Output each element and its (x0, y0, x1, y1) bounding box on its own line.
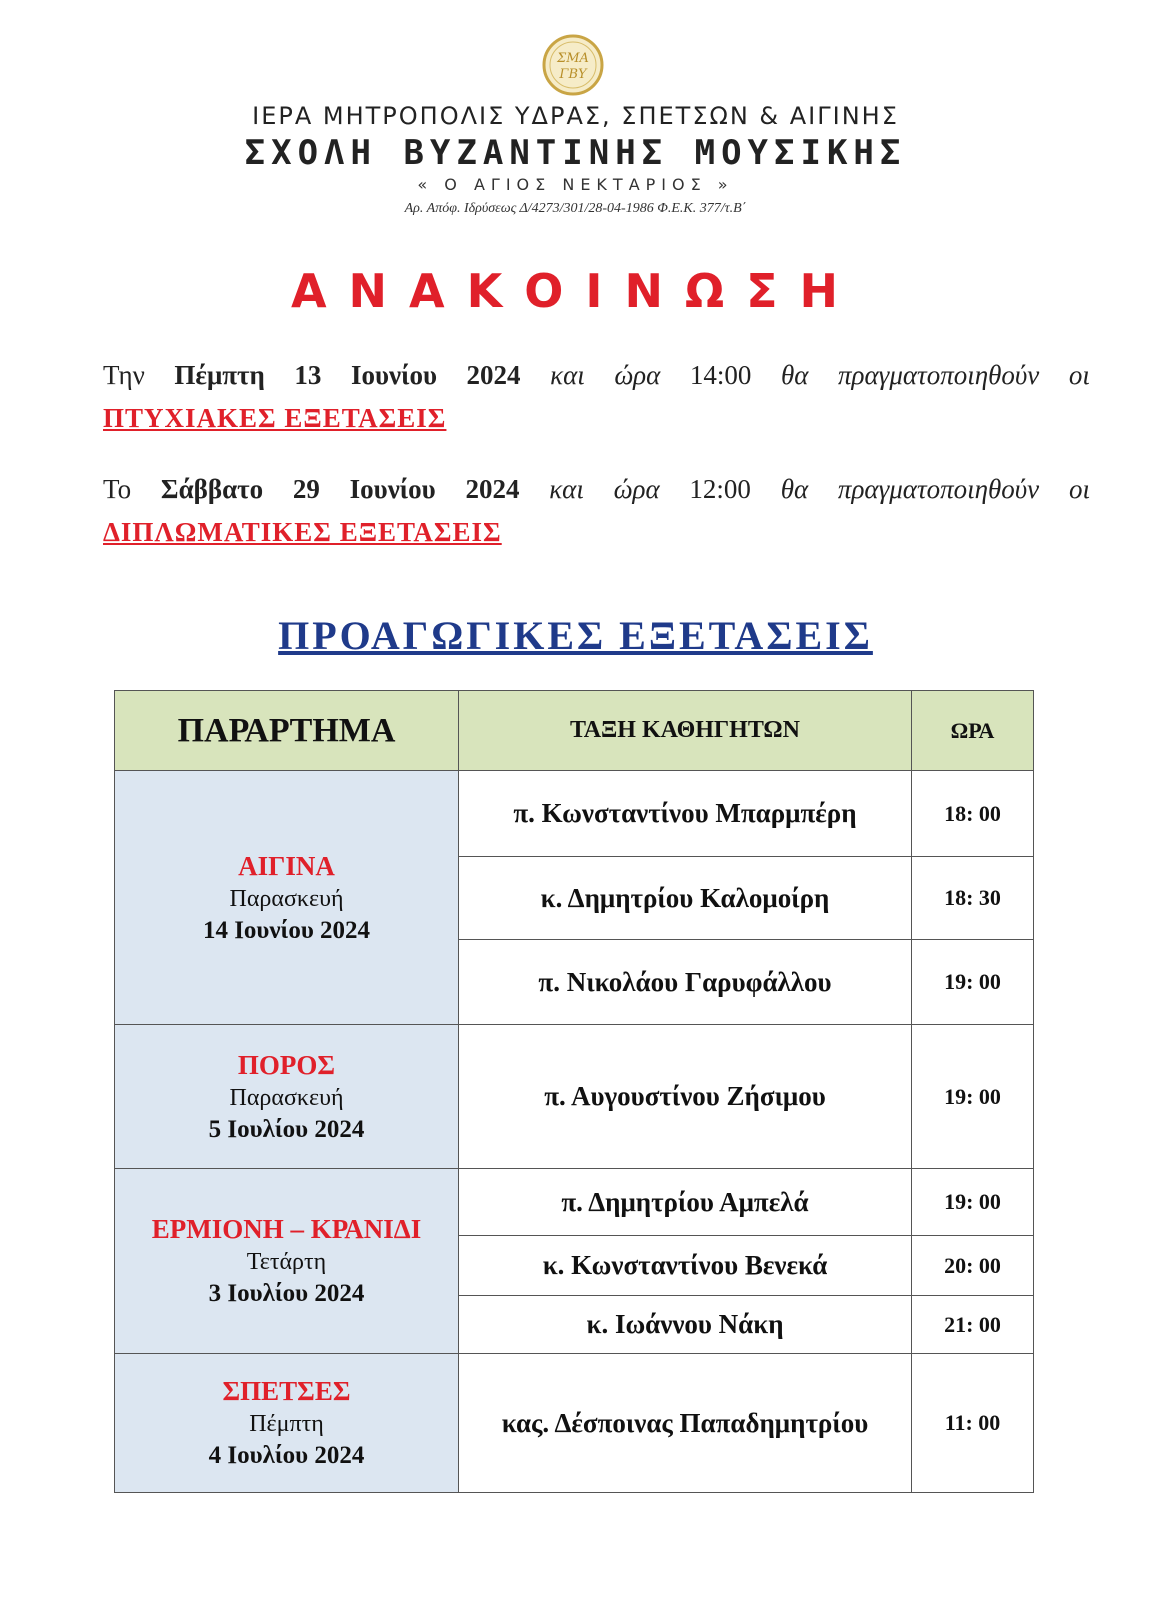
teacher-name: κας. Δέσποινας Παπαδημητρίου (459, 1354, 912, 1493)
exam-time: 18: 00 (912, 771, 1034, 857)
branch-day: Πέμπτη (249, 1411, 324, 1437)
word: ώρα (613, 474, 660, 504)
branch-date: 5 Ιουλίου 2024 (208, 1115, 365, 1143)
column-header-branch: ΠΑΡΑΡΤΗΜΑ (115, 691, 459, 771)
branch-name: ΣΠΕΤΣΕΣ (222, 1376, 351, 1406)
founding-decision: Αρ. Απόφ. Ιδρύσεως Δ/4273/301/28-04-1986 Φ.Ε.Κ. 377/τ.Β΄ (404, 201, 747, 216)
metropolis-title: ΙΕΡΑ ΜΗΤΡΟΠΟΛΙΣ ΥΔΡΑΣ, ΣΠΕΤΣΩΝ & ΑΙΓΙΝΗΣ (252, 102, 899, 130)
branch-cell (115, 1354, 459, 1493)
exam-month: Ιουνίου (349, 474, 436, 504)
branch-day: Τετάρτη (246, 1249, 327, 1275)
word: Την (103, 360, 145, 390)
exam-time: 14:00 (689, 360, 752, 390)
branch-name: ΕΡΜΙΟΝΗ – ΚΡΑΝΙΔΙ (151, 1214, 422, 1244)
word: οι (1068, 360, 1090, 390)
diploma-exams-label: ΔΙΠΛΩΜΑΤΙΚΕΣ ΕΞΕΤΑΣΕΙΣ (103, 517, 502, 547)
svg-text:ΓΒΥ: ΓΒΥ (559, 67, 587, 82)
paragraph-degree-exams (103, 360, 1090, 434)
table-header-row (115, 691, 1034, 771)
branch-day: Παρασκευή (229, 885, 344, 912)
table-row (115, 1169, 1034, 1236)
exam-day: Πέμπτη (174, 360, 265, 390)
column-header-time: ΩΡΑ (912, 691, 1034, 771)
word: ώρα (614, 360, 661, 390)
exam-time: 20: 00 (912, 1236, 1034, 1296)
school-logo-seal (542, 34, 604, 96)
exam-time: 19: 00 (912, 1169, 1034, 1236)
degree-exams-label: ΠΤΥΧΙΑΚΕΣ ΕΞΕΤΑΣΕΙΣ (103, 403, 447, 433)
branch-day: Παρασκευή (229, 1084, 344, 1111)
teacher-name: κ. Δημητρίου Καλομοίρη (459, 857, 912, 940)
exam-time: 11: 00 (912, 1354, 1034, 1493)
branch-date: 4 Ιουλίου 2024 (208, 1442, 365, 1469)
exam-time: 12:00 (689, 474, 751, 504)
section-title: ΠΡΟΑΓΩΓΙΚΕΣ ΕΞΕΤΑΣΕΙΣ (278, 613, 873, 658)
branch-cell (115, 1169, 459, 1354)
exam-year: 2024 (465, 474, 520, 504)
paragraph-diploma-exams (103, 474, 1090, 548)
table-row (115, 771, 1034, 857)
word: πραγματοποιηθούν (837, 474, 1040, 504)
exam-year: 2024 (466, 360, 521, 390)
exam-schedule-table (114, 690, 1034, 1493)
exam-month: Ιουνίου (350, 360, 437, 390)
exam-time: 19: 00 (912, 940, 1034, 1025)
exam-time: 21: 00 (912, 1296, 1034, 1354)
teacher-name: κ. Κωνσταντίνου Βενεκά (459, 1236, 912, 1296)
table-row (115, 1354, 1034, 1493)
exam-time: 18: 30 (912, 857, 1034, 940)
announcement-title: ΑΝΑΚΟΙΝΩΣΗ (290, 264, 861, 318)
column-header-teacher: ΤΑΞΗ ΚΑΘΗΓΗΤΩΝ (459, 691, 912, 771)
word: πραγματοποιηθούν (838, 360, 1040, 390)
branch-name: ΠΟΡΟΣ (237, 1049, 336, 1080)
branch-date: 3 Ιουλίου 2024 (208, 1280, 365, 1307)
branch-cell (115, 1025, 459, 1169)
teacher-name: π. Αυγουστίνου Ζήσιμου (459, 1025, 912, 1169)
exam-day-number: 13 (294, 360, 322, 390)
table-row (115, 1025, 1034, 1169)
svg-text:ΣΜΑ: ΣΜΑ (557, 51, 589, 66)
teacher-name: κ. Ιωάννου Νάκη (459, 1296, 912, 1354)
branch-date: 14 Ιουνίου 2024 (202, 916, 371, 944)
word: Το (103, 474, 132, 504)
word: θα (781, 360, 809, 390)
exam-day-number: 29 (292, 474, 320, 504)
branch-cell (115, 771, 459, 1025)
word: θα (780, 474, 809, 504)
teacher-name: π. Κωνσταντίνου Μπαρμπέρη (459, 771, 912, 857)
teacher-name: π. Νικολάου Γαρυφάλλου (459, 940, 912, 1025)
exam-day: Σάββατο (160, 474, 264, 504)
branch-name: ΑΙΓΙΝΑ (238, 850, 335, 881)
exam-time: 19: 00 (912, 1025, 1034, 1169)
school-title: ΣΧΟΛΗ ΒΥΖΑΝΤΙΝΗΣ ΜΟΥΣΙΚΗΣ (244, 133, 907, 173)
word: οι (1068, 474, 1090, 504)
word: και (550, 360, 585, 390)
school-subtitle: « Ο ΑΓΙΟΣ ΝΕΚΤΑΡΙΟΣ » (417, 175, 734, 194)
word: και (549, 474, 584, 504)
teacher-name: π. Δημητρίου Αμπελά (459, 1169, 912, 1236)
